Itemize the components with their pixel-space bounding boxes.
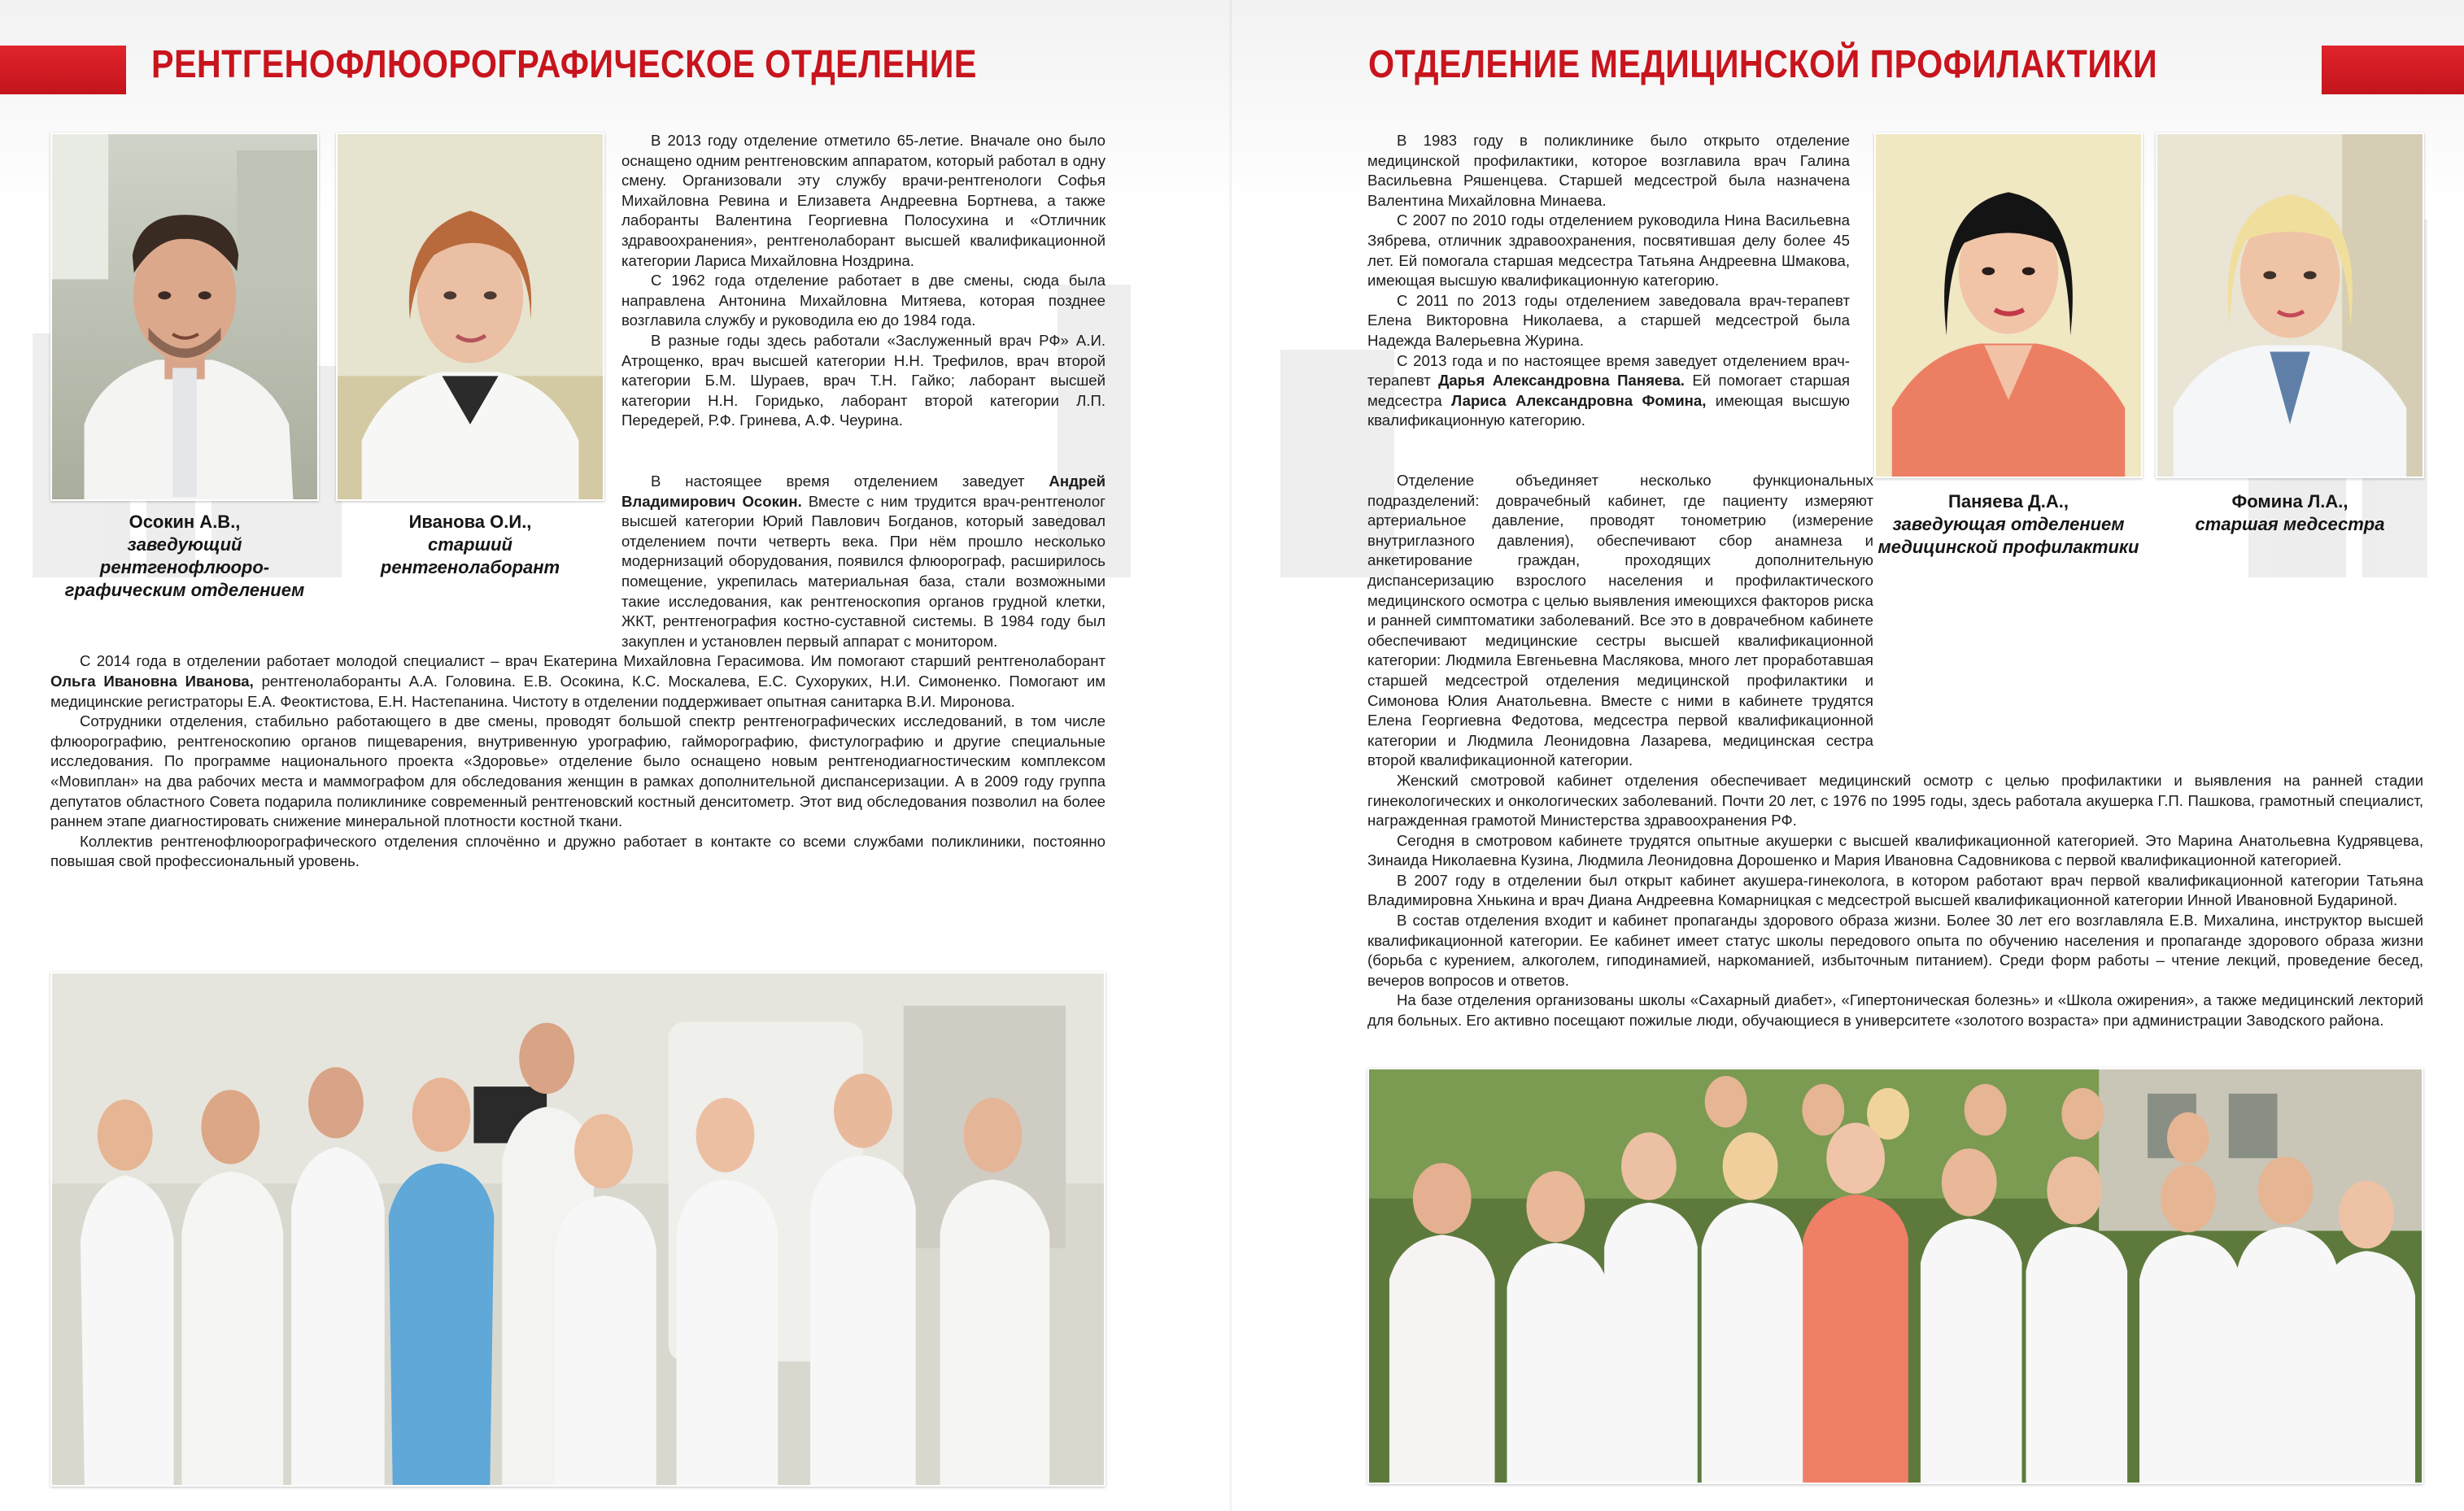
portrait-photo-ivanova: [336, 133, 604, 501]
title-bar-right: [2322, 46, 2464, 94]
page-title: ОТДЕЛЕНИЕ МЕДИЦИНСКОЙ ПРОФИЛАКТИКИ: [1368, 43, 2158, 86]
paragraph: В состав отделения входит и кабинет пропаганды здорового образа жизни. Более 30 лет его возглавляла Е.В. Михалина, инструктор высшей квалификационной категории. Ее кабинет имеет статус школы передового опыта по обучению населения и пропаганде здорового образа жизни (борьба с курением, алкоголем, гиподинамией, наркоманией, избыточным питанием). Среди форм работы – чтение лекций, проведение бесед, вечеров вопросов и ответов.: [1367, 912, 2423, 989]
title-bar-left: [0, 46, 126, 94]
group-photo-prevention-department: [1367, 1068, 2423, 1484]
caption-name: Осокин А.В.,: [129, 512, 241, 532]
paragraph: В 2013 году отделение отметило 65-летие. Вначале оно было оснащено одним рентгеновским аппаратом, который работал в одну смену. Организовали эту службу врачи-рентгенологи Софья Михайловна Ревина и Елизавета Андреевна Бортнева, а также лаборанты Валентина Георгиевна Полосухина и «Отличник здравоохранения», рентгенолаборант высшей квалификационной категории Лариса Михайловна Ноздрина.: [621, 132, 1106, 269]
paragraph: На базе отделения организованы школы «Сахарный диабет», «Гипертоническая болезнь» и «Школа ожирения», а также медицинский лекторий для больных. Его активно посещают пожилые люди, обучающиеся в университете «золотого возраста» при администрации Заводского района.: [1367, 991, 2423, 1030]
portrait-photo-fomina: [2156, 133, 2424, 478]
caption-name: Фомина Л.А.,: [2231, 491, 2348, 512]
paragraph: Сотрудники отделения, стабильно работающего в две смены, проводят большой спектр рентгенографических исследований, в том числе флюорографию, рентгеноскопию органов пищеварения, внутривенную урографию, гайморографию, фистулографию и другие специальные исследования. По программе национального проекта «Здоровье» отделение было оснащено новым рентгенодиагностическим комплексом «Мовиплан» на два рабочих места и маммографом для обследования женщин в рамках дополнительной диспансеризации. А в 2009 году группа депутатов областного Совета подарила поликлинике современный рентгеновский костный денситометр. Этот вид обследования позволил на более раннем этапе диагностировать снижение минеральной плотности костной ткани.: [50, 712, 1106, 830]
article-full-text: [1367, 471, 2423, 1031]
paragraph: Женский смотровой кабинет отделения обеспечивает медицинский осмотр с целью профилактики и выявления на ранней стадии гинекологических и онкологических заболеваний. Почти 20 лет, с 1976 по 1995 годы, здесь работала акушерка Г.П. Пашкова, грамотный специалист, награжденная грамотой Министерства здравоохранения РФ.: [1367, 771, 2423, 830]
caption-role: старший рентгенолаборант: [380, 534, 560, 577]
paragraph: С 1962 года отделение работает в две смены, сюда была направлена Антонина Михайловна Митяева, которая позднее возглавила службу и руководила ею до 1984 года.: [621, 272, 1106, 329]
paragraph: Сегодня в смотровом кабинете трудятся опытные акушерки с высшей квалификационной категорией. Это Марина Анатольевна Кудрявцева, Зинаида Николаевна Кузина, Людмила Леонидовна Дорошенко и Мария Ивановна Садовникова с первой квалификационной категорией.: [1367, 831, 2423, 869]
paragraph: В разные годы здесь работали «Заслуженный врач РФ» А.И. Атрощенко, врач высшей категории Н.Н. Трефилов, врач второй категории Б.М. Шураев, врач Т.Н. Гайко; лаборант высшей категории Н.Н. Горидько, лаборант второй категории Л.П. Передерей, Р.Ф. Гринева, А.Ф. Чеурина.: [621, 331, 1106, 429]
caption-name: Иванова О.И.,: [408, 512, 532, 532]
caption-role: старшая медсестра: [2195, 514, 2385, 534]
paragraph: Отделение объединяет несколько функциональных подразделений: доврачебный кабинет, где пациенту измеряют артериальное давление, проводят тонометрию (измерение внутриглазного давления), обеспечивают сбор анамнеза и анкетирование граждан, проходящих дополнительную диспансеризацию взрослого населения и профилактического медицинского осмотра с целью выявления имеющихся факторов риска и ранней симптоматики заболеваний. Все это в доврачебном кабинете обеспечивают медицинские сестры высшей квалификационной категории: Людмила Евгеньевна Маслякова, много лет проработавшая старшей медсестрой отделения медицинской профилактики и Симонова Юлия Анатольевна. Вместе с ними в кабинете трудятся Елена Георгиевна Федотова, медсестра первой квалификационной категории и Людмила Леонидовна Лазарева, медицинская сестра второй квалификационной категории.: [1367, 472, 1873, 769]
paragraph: В настоящее время отделением заведует Андрей Владимирович Осокин. Вместе с ним трудится врач-рентгенолог высшей категории Юрий Павлович Богданов, который заведовал отделением почти четверть века. При нём прошло несколько модернизаций оборудования, появился флюорограф, расширилось помещение, укрепилась материальная база, стали возможными такие исследования, как рентгеноскопия органов грудной клетки, ЖКТ, рентгенография костно-суставной системы. В 1984 году был закуплен и установлен первый аппарат с монитором.: [621, 472, 1106, 650]
caption-name: Паняева Д.А.,: [1948, 491, 2069, 512]
caption-role: заведующая отделением медицинской профилактики: [1877, 514, 2139, 557]
group-photo-xray-department: [50, 972, 1106, 1487]
article-column-text: [621, 131, 1106, 431]
paragraph: Коллектив рентгенофлюорографического отделения сплочённо и дружно работает в контакте со всеми службами поликлиники, постоянно повышая свой профессиональный уровень.: [50, 832, 1106, 870]
article-column-text: [1367, 131, 1850, 431]
paragraph: В 2007 году в отделении был открыт кабинет акушера-гинеколога, в котором работают врач первой квалификационной категории Татьяна Владимировна Хнькина и врач Диана Андреевна Комарницкая с медсестрой высшей квалификационной категории Инной Ивановной Будариной.: [1367, 871, 2423, 909]
right-page: [1232, 0, 2464, 1511]
paragraph: В 1983 году в поликлинике было открыто отделение медицинской профилактики, которое возглавила врач Галина Васильевна Ряшенцева. Старшей медсестрой была назначена Валентина Михайловна Минаева.: [1367, 132, 1850, 209]
paragraph: С 2011 по 2013 годы отделением заведовала врач-терапевт Елена Викторовна Николаева, а старшей медсестрой была Надежда Валерьевна Журина.: [1367, 291, 1850, 349]
article-full-text: [50, 472, 1106, 872]
caption-role: заведующий рентгенофлюоро-графическим отделением: [64, 534, 305, 600]
paragraph: С 2007 по 2010 годы отделением руководила Нина Васильевна Зябрева, отличник здравоохранения, посвятившая делу более 45 лет. Ей помогала старшая медсестра Татьяна Андреевна Шмакова, имеющая высшую квалификационную категорию.: [1367, 211, 1850, 290]
portrait-photo-osokin: [50, 133, 319, 501]
paragraph: С 2013 года и по настоящее время заведует отделением врач-терапевт Дарья Александровна Паняева. Ей помогает старшая медсестра Лариса Александровна Фомина, имеющая высшую квалификационную категорию.: [1367, 351, 1850, 429]
paragraph: С 2014 года в отделении работает молодой специалист – врач Екатерина Михайловна Герасимова. Им помогают старший рентгенолаборант Ольга Ивановна Иванова, рентгенолаборанты А.А. Головина. Е.В. Осокина, К.С. Москалева, Е.С. Сухоруких, Н.И. Симоненко. Помогают им медицинские регистраторы Е.А. Феоктистова, Е.Н. Настепанина. Чистоту в отделении поддерживает опытная санитарка В.И. Миронова.: [50, 652, 1106, 710]
page-title: РЕНТГЕНОФЛЮОРОГРАФИЧЕСКОЕ ОТДЕЛЕНИЕ: [151, 43, 977, 86]
portrait-photo-panyaeva: [1874, 133, 2143, 478]
